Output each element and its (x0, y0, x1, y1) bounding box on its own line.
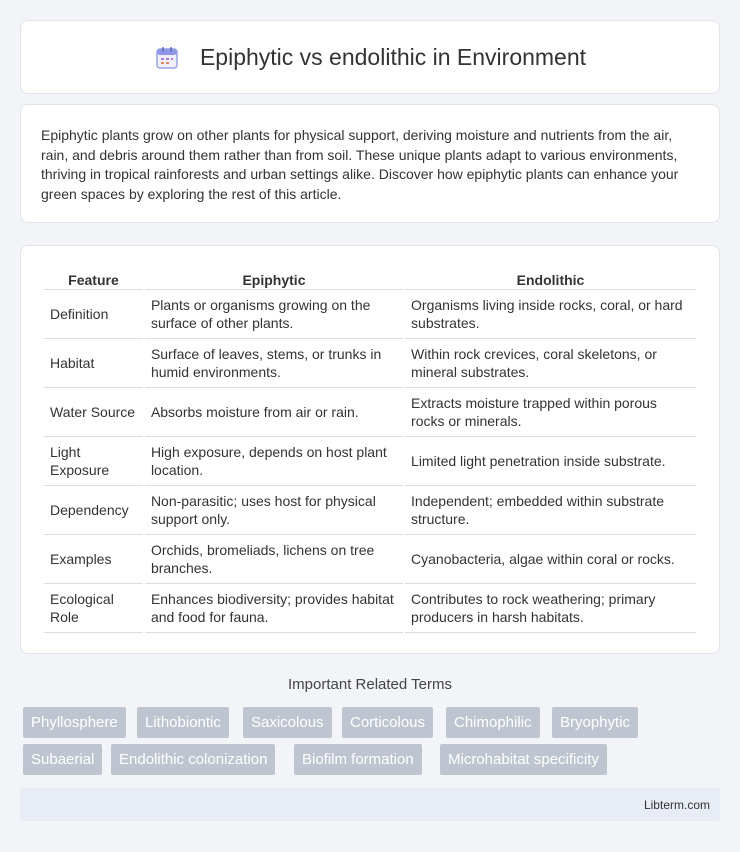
tag-chimophilic[interactable]: Chimophilic (446, 707, 540, 738)
tag-endolithic-colonization[interactable]: Endolithic colonization (111, 744, 275, 775)
table-header-row (44, 266, 696, 290)
intro-card (20, 104, 720, 223)
epiphytic-cell: Surface of leaves, stems, or trunks in humid environments. (145, 339, 403, 388)
tag-lithobiontic[interactable]: Lithobiontic (137, 707, 229, 738)
endolithic-cell: Organisms living inside rocks, coral, or hard substrates. (405, 290, 696, 339)
comparison-table (42, 266, 698, 633)
table-row (44, 437, 696, 486)
tag-biofilm-formation[interactable]: Biofilm formation (294, 744, 422, 775)
tag-phyllosphere[interactable]: Phyllosphere (23, 707, 126, 738)
tag-corticolous[interactable]: Corticolous (342, 707, 433, 738)
footer (20, 788, 720, 821)
table-row (44, 535, 696, 584)
calendar-icon (154, 45, 180, 71)
table-row (44, 339, 696, 388)
epiphytic-cell: Enhances biodiversity; provides habitat and food for fauna. (145, 584, 403, 633)
feature-cell: Dependency (44, 486, 143, 535)
table-row (44, 290, 696, 339)
footer-brand-link[interactable]: Libterm.com (643, 797, 710, 812)
column-header-endolithic: Endolithic (405, 266, 696, 290)
tag-saxicolous[interactable]: Saxicolous (243, 707, 332, 738)
epiphytic-cell: Plants or organisms growing on the surface of other plants. (145, 290, 403, 339)
related-terms-title: Important Related Terms (288, 676, 452, 693)
endolithic-cell: Cyanobacteria, algae within coral or rocks. (405, 535, 696, 584)
endolithic-cell: Independent; embedded within substrate structure. (405, 486, 696, 535)
table-row (44, 486, 696, 535)
epiphytic-cell: High exposure, depends on host plant location. (145, 437, 403, 486)
endolithic-cell: Contributes to rock weathering; primary producers in harsh habitats. (405, 584, 696, 633)
feature-cell: Ecological Role (44, 584, 143, 633)
comparison-table-card (20, 245, 720, 654)
endolithic-cell: Within rock crevices, coral skeletons, or mineral substrates. (405, 339, 696, 388)
tag-subaerial[interactable]: Subaerial (23, 744, 102, 775)
page-title: Epiphytic vs endolithic in Environment (199, 43, 587, 70)
intro-text: Epiphytic plants grow on other plants for physical support, deriving moisture and nutrients from the air, rain, and debris around them rather than from soil. These unique plants adapt to various environments, thriving in tropical rainforests and urban settings alike. Discover how epiphytic plants can enhance your green spaces by exploring the rest of this article. (41, 127, 679, 202)
epiphytic-cell: Orchids, bromeliads, lichens on tree branches. (145, 535, 403, 584)
feature-cell: Light Exposure (44, 437, 143, 486)
feature-cell: Examples (44, 535, 143, 584)
table-row (44, 584, 696, 633)
tag-bryophytic[interactable]: Bryophytic (552, 707, 638, 738)
epiphytic-cell: Non-parasitic; uses host for physical support only. (145, 486, 403, 535)
endolithic-cell: Extracts moisture trapped within porous rocks or minerals. (405, 388, 696, 437)
tag-microhabitat-specificity[interactable]: Microhabitat specificity (440, 744, 607, 775)
epiphytic-cell: Absorbs moisture from air or rain. (145, 388, 403, 437)
endolithic-cell: Limited light penetration inside substrate. (405, 437, 696, 486)
feature-cell: Habitat (44, 339, 143, 388)
column-header-epiphytic: Epiphytic (145, 266, 403, 290)
feature-cell: Definition (44, 290, 143, 339)
header-card (20, 20, 720, 94)
feature-cell: Water Source (44, 388, 143, 437)
table-row (44, 388, 696, 437)
column-header-feature: Feature (44, 266, 143, 290)
